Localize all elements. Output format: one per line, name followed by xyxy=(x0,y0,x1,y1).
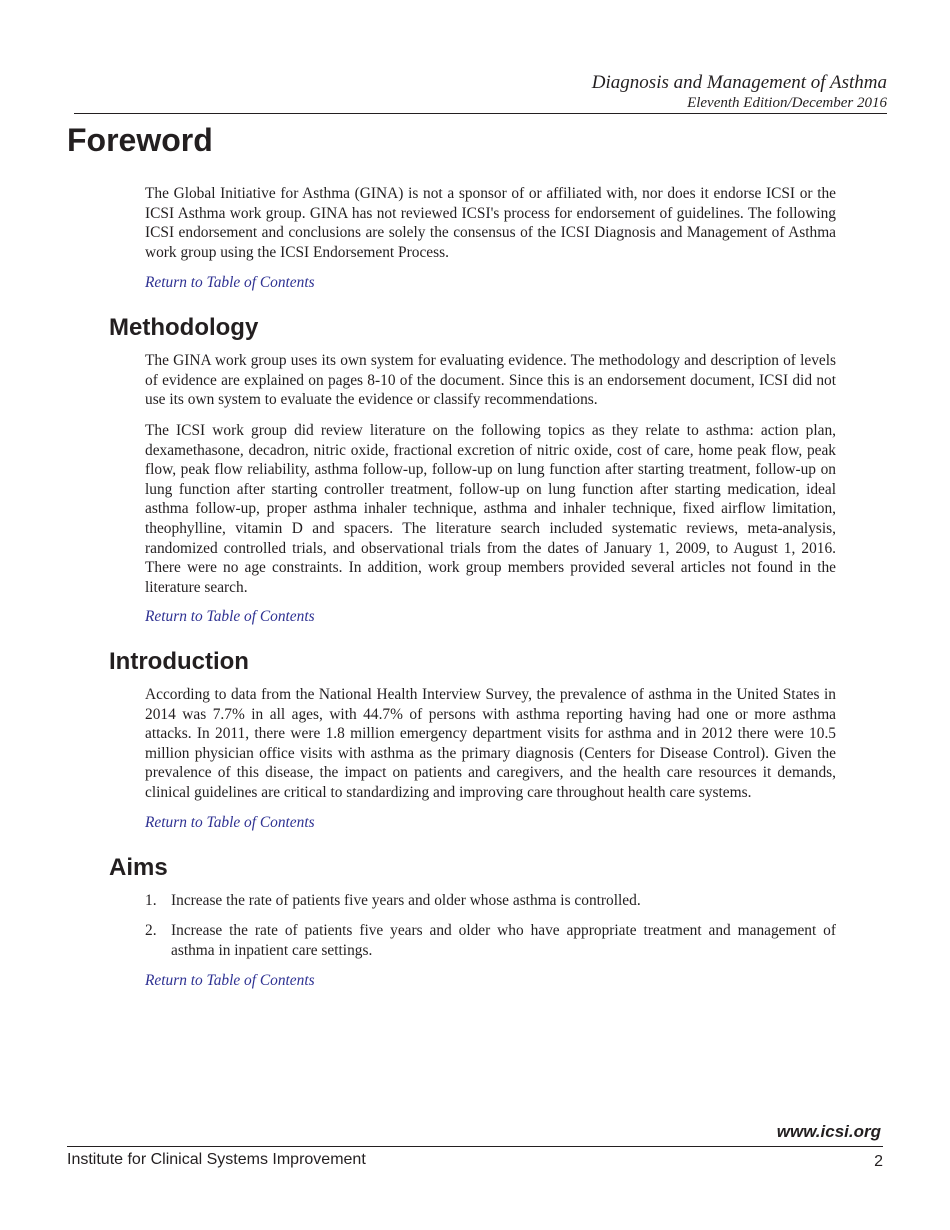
foreword-paragraph: The Global Initiative for Asthma (GINA) is not a sponsor of or affiliated with, nor does it endorse ICSI or the ICSI Asthma work group. GINA has not reviewed ICSI's process for endorsement of guidelines. The following ICSI endorsement and conclusions are solely the consensus of the ICSI Diagnosis and Management of Asthma work group using the ICSI Endorsement Process. xyxy=(145,185,836,261)
methodology-paragraph-2: The ICSI work group did review literature on the following topics as they relate to asthma: action plan, dexamethasone, decadron, nitric oxide, fractional excretion of nitric oxide, cost of care, home peak flow, peak flow, peak flow reliability, asthma follow-up, follow-up on lung function after starting treatment, follow-up on lung function after starting controller treatment, follow-up on lung function after starting medication, ideal asthma follow-up, proper asthma inhaler technique, asthma and inhaler technique, fixed airflow limitation, theophylline, vitamin D and spacers. The literature search included systematic reviews, meta-analysis, randomized controlled trials, and observational trials from the dates of January 1, 2009, to August 1, 2016. There were no age constraints. In addition, work group members provided several articles not found in the literature search. xyxy=(145,422,836,596)
introduction-heading: Introduction xyxy=(109,648,249,675)
aims-heading: Aims xyxy=(109,854,168,881)
footer-organization: Institute for Clinical Systems Improvement xyxy=(67,1151,366,1168)
header-divider xyxy=(74,113,887,114)
running-header-title: Diagnosis and Management of Asthma xyxy=(591,72,887,93)
aims-item-2-number: 2. xyxy=(145,922,157,939)
aims-item-1-text: Increase the rate of patients five years and older whose asthma is controlled. xyxy=(171,892,641,909)
introduction-paragraph: According to data from the National Health Interview Survey, the prevalence of asthma in the United States in 2014 was 7.7% in all ages, with 44.7% of persons with asthma reporting having had one or more asthma attacks. In 2011, there were 1.8 million emergency department visits for asthma and in 2012 there were 10.5 million physician office visits with asthma as the primary diagnosis (Centers for Disease Control). Given the prevalence of this disease, the impact on patients and caregivers, and the health care resources it demands, clinical guidelines are critical to standardizing and improving care throughout health care systems. xyxy=(145,686,836,801)
foreword-toc-link[interactable]: Return to Table of Contents xyxy=(145,274,315,291)
introduction-toc-link[interactable]: Return to Table of Contents xyxy=(145,814,315,831)
footer-divider xyxy=(67,1146,883,1147)
aims-item-1-number: 1. xyxy=(145,892,157,909)
methodology-paragraph-1: The GINA work group uses its own system for evaluating evidence. The methodology and description of levels of evidence are explained on pages 8-10 of the document. Since this is an endorsement document, ICSI did not use its own system to evaluate the evidence or classify recommendations. xyxy=(145,352,836,409)
footer-website: www.icsi.org xyxy=(776,1122,881,1141)
aims-toc-link[interactable]: Return to Table of Contents xyxy=(145,972,315,989)
methodology-toc-link[interactable]: Return to Table of Contents xyxy=(145,608,315,625)
foreword-heading: Foreword xyxy=(67,122,213,158)
aims-item-2-text: Increase the rate of patients five years and older who have appropriate treatment and management of asthma in inpatient care settings. xyxy=(171,922,836,959)
methodology-heading: Methodology xyxy=(109,314,259,341)
running-header-edition: Eleventh Edition/December 2016 xyxy=(687,95,887,111)
page-number: 2 xyxy=(874,1153,883,1170)
